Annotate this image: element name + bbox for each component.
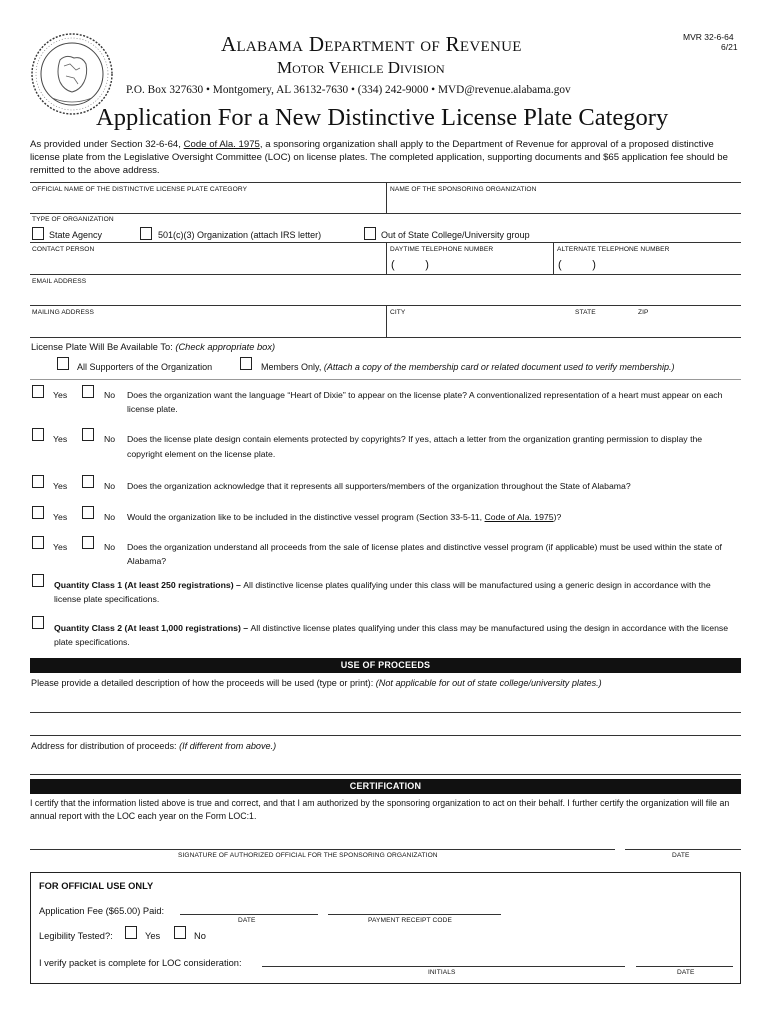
alternate-phone-label: ALTERNATE TELEPHONE NUMBER [557, 246, 670, 253]
verify-date-label: DATE [677, 969, 695, 976]
out-of-state-checkbox[interactable] [364, 227, 376, 240]
quantity-class1-text [54, 578, 740, 606]
q5-no-label: No [104, 542, 116, 552]
class1-text: All distinctive license plates qualifying under this class will be manufactured using a generic design in accordance with the license plate specifications. [54, 580, 711, 604]
class2-text: All distinctive license plates qualifying under this class may be manufactured using the design in accordance with the license plate specifications. [54, 623, 729, 647]
legibility-yes-label: Yes [145, 931, 161, 941]
sponsoring-org-input[interactable] [388, 194, 741, 212]
distribution-address-label [31, 741, 276, 751]
class1-bold: Quantity Class 1 (At least 250 registrations) – [54, 580, 244, 590]
alternate-phone-input[interactable] [569, 255, 739, 272]
legibility-no-checkbox[interactable] [174, 926, 186, 939]
distribution-address-italic: (If different from above.) [179, 741, 277, 751]
members-only-note: (Attach a copy of the membership card or related document used to verify membership.) [323, 362, 675, 372]
out-of-state-label: Out of State College/University group [381, 230, 530, 240]
q3-no-label: No [104, 481, 116, 491]
city-input[interactable] [388, 318, 572, 336]
fee-label: Application Fee ($65.00) Paid: [39, 906, 165, 916]
q4-code-ref: Code of Ala. 1975 [484, 512, 554, 522]
availability-label [31, 342, 275, 352]
proceeds-instruction [31, 678, 602, 688]
use-of-proceeds-heading: USE OF PROCEEDS [30, 658, 741, 673]
state-agency-label: State Agency [49, 230, 103, 240]
q5-no-checkbox[interactable] [82, 536, 94, 549]
city-label: CITY [390, 309, 406, 316]
zip-input[interactable] [637, 318, 741, 336]
distribution-address-input[interactable] [30, 752, 741, 774]
initials-input[interactable] [262, 955, 625, 967]
receipt-code-input[interactable] [328, 903, 501, 915]
q2-no-checkbox[interactable] [82, 428, 94, 441]
quantity-class2-checkbox[interactable] [32, 616, 44, 629]
fee-date-label: DATE [238, 917, 256, 924]
signature-label: SIGNATURE OF AUTHORIZED OFFICIAL FOR THE SPONSORING ORGANIZATION [178, 852, 438, 859]
contact-person-label: CONTACT PERSON [32, 246, 95, 253]
all-supporters-label: All Supporters of the Organization [77, 362, 213, 372]
receipt-code-label: PAYMENT RECEIPT CODE [368, 917, 452, 924]
department-name: Alabama Department of Revenue [221, 32, 522, 56]
verify-date-input[interactable] [636, 955, 733, 967]
q4-yes-checkbox[interactable] [32, 506, 44, 519]
q4-end: )? [553, 512, 562, 522]
form-number: MVR 32-6-64 [683, 32, 734, 42]
mailing-address-label: MAILING ADDRESS [32, 309, 94, 316]
signature-input[interactable] [30, 830, 615, 848]
address-line: P.O. Box 327630 • Montgomery, AL 36132-7630 • (334) 242-9000 • MVD@revenue.alabama.gov [126, 84, 571, 96]
email-label: EMAIL ADDRESS [32, 278, 87, 285]
class2-bold: Quantity Class 2 (At least 1,000 registrations) – [54, 623, 251, 633]
quantity-class2-text [54, 621, 740, 649]
legibility-label: Legibility Tested?: [39, 931, 113, 941]
sponsoring-org-label: NAME OF THE SPONSORING ORGANIZATION [390, 186, 537, 193]
q3-yes-checkbox[interactable] [32, 475, 44, 488]
certification-text: I certify that the information listed above is true and correct, and that I am authorized by the sponsoring organization to act on their behalf. I further certify the organization will file an annual report with the LOC each year on the Form LOC:1. [30, 798, 730, 821]
type-of-org-label: TYPE OF ORGANIZATION [32, 216, 114, 223]
verify-label: I verify packet is complete for LOC consideration: [39, 958, 242, 968]
proceeds-description-input[interactable] [30, 690, 741, 736]
q3-no-checkbox[interactable] [82, 475, 94, 488]
legibility-no-label: No [194, 931, 206, 941]
page-title: Application For a New Distinctive License Plate Category [96, 104, 669, 131]
proceeds-instruction-text: Please provide a detailed description of how the proceeds will be used (type or print): [31, 678, 376, 688]
state-label: STATE [575, 309, 596, 316]
division-name: Motor Vehicle Division [277, 58, 445, 77]
question-heart-of-dixie: Does the organization want the language “Heart of Dixie” to appear on the license plate? A conventionalized representation of a heart must appear on each license plate. [127, 390, 723, 414]
mailing-address-input[interactable] [30, 318, 386, 336]
members-only-checkbox[interactable] [240, 357, 252, 370]
zip-label: ZIP [638, 309, 649, 316]
daytime-phone-input[interactable] [402, 255, 550, 272]
q3-yes-label: Yes [53, 481, 68, 491]
q2-yes-checkbox[interactable] [32, 428, 44, 441]
501c3-checkbox[interactable] [140, 227, 152, 240]
form-date: 6/21 [721, 42, 738, 52]
fee-date-input[interactable] [180, 903, 318, 915]
question-proceeds-in-state: Does the organization understand all proceeds from the sale of license plates and distinctive vessel program (if applicable) must be used within the state of Alabama? [127, 542, 722, 566]
question-acknowledge: Does the organization acknowledge that it represents all supporters/members of the organization throughout the State of Alabama? [127, 481, 631, 491]
daytime-phone-label: DAYTIME TELEPHONE NUMBER [390, 246, 494, 253]
members-only-text: Members Only, [261, 362, 324, 372]
q1-no-checkbox[interactable] [82, 385, 94, 398]
q4-yes-label: Yes [53, 512, 68, 522]
501c3-label: 501(c)(3) Organization (attach IRS letter) [158, 230, 322, 240]
q1-yes-label: Yes [53, 390, 68, 400]
intro-code-ref: Code of Ala. 1975 [183, 139, 260, 150]
initials-label: INITIALS [428, 969, 456, 976]
q1-no-label: No [104, 390, 116, 400]
q4-text: Would the organization like to be included in the distinctive vessel program (Section 33-5-11, [127, 512, 485, 522]
state-agency-checkbox[interactable] [32, 227, 44, 240]
state-input[interactable] [574, 318, 636, 336]
q4-no-checkbox[interactable] [82, 506, 94, 519]
signature-date-input[interactable] [625, 830, 741, 848]
distribution-address-text: Address for distribution of proceeds: [31, 741, 180, 751]
alternate-phone-parens: ( ) [558, 259, 596, 271]
intro-paragraph [30, 138, 741, 177]
q2-yes-label: Yes [53, 434, 68, 444]
official-name-input[interactable] [30, 194, 386, 212]
availability-label-italic: (Check appropriate box) [175, 342, 276, 352]
contact-person-input[interactable] [30, 255, 386, 272]
question-copyright: Does the license plate design contain elements protected by copyrights? If yes, attach a letter from the organization granting permission to display the copyright element on the license plate. [127, 434, 703, 459]
q2-no-label: No [104, 434, 116, 444]
signature-date-label: DATE [672, 852, 690, 859]
quantity-class1-checkbox[interactable] [32, 574, 44, 587]
q1-yes-checkbox[interactable] [32, 385, 44, 398]
daytime-phone-parens: ( ) [391, 259, 429, 271]
question-vessel-program [127, 510, 739, 524]
legibility-yes-checkbox[interactable] [125, 926, 137, 939]
availability-label-text: License Plate Will Be Available To: [31, 342, 176, 352]
proceeds-instruction-italic: (Not applicable for out of state college/university plates.) [375, 678, 602, 688]
certification-heading: CERTIFICATION [30, 779, 741, 794]
intro-part1: As provided under Section 32-6-64, [30, 139, 184, 150]
all-supporters-checkbox[interactable] [57, 357, 69, 370]
q4-no-label: No [104, 512, 116, 522]
official-use-heading: FOR OFFICIAL USE ONLY [39, 881, 154, 891]
q5-yes-label: Yes [53, 542, 68, 552]
q5-yes-checkbox[interactable] [32, 536, 44, 549]
official-name-label: OFFICIAL NAME OF THE DISTINCTIVE LICENSE PLATE CATEGORY [32, 186, 248, 193]
email-input[interactable] [30, 286, 741, 304]
intro-part2: , a sponsoring organization shall apply to the Department of Revenue for approval of a proposed distinctive license plate from the Legislative Oversight Committee (LOC) on license plates. The completed application, supporting documents and $65 application fee should be remitted to the above address. [30, 139, 728, 176]
members-only-label [261, 362, 675, 372]
